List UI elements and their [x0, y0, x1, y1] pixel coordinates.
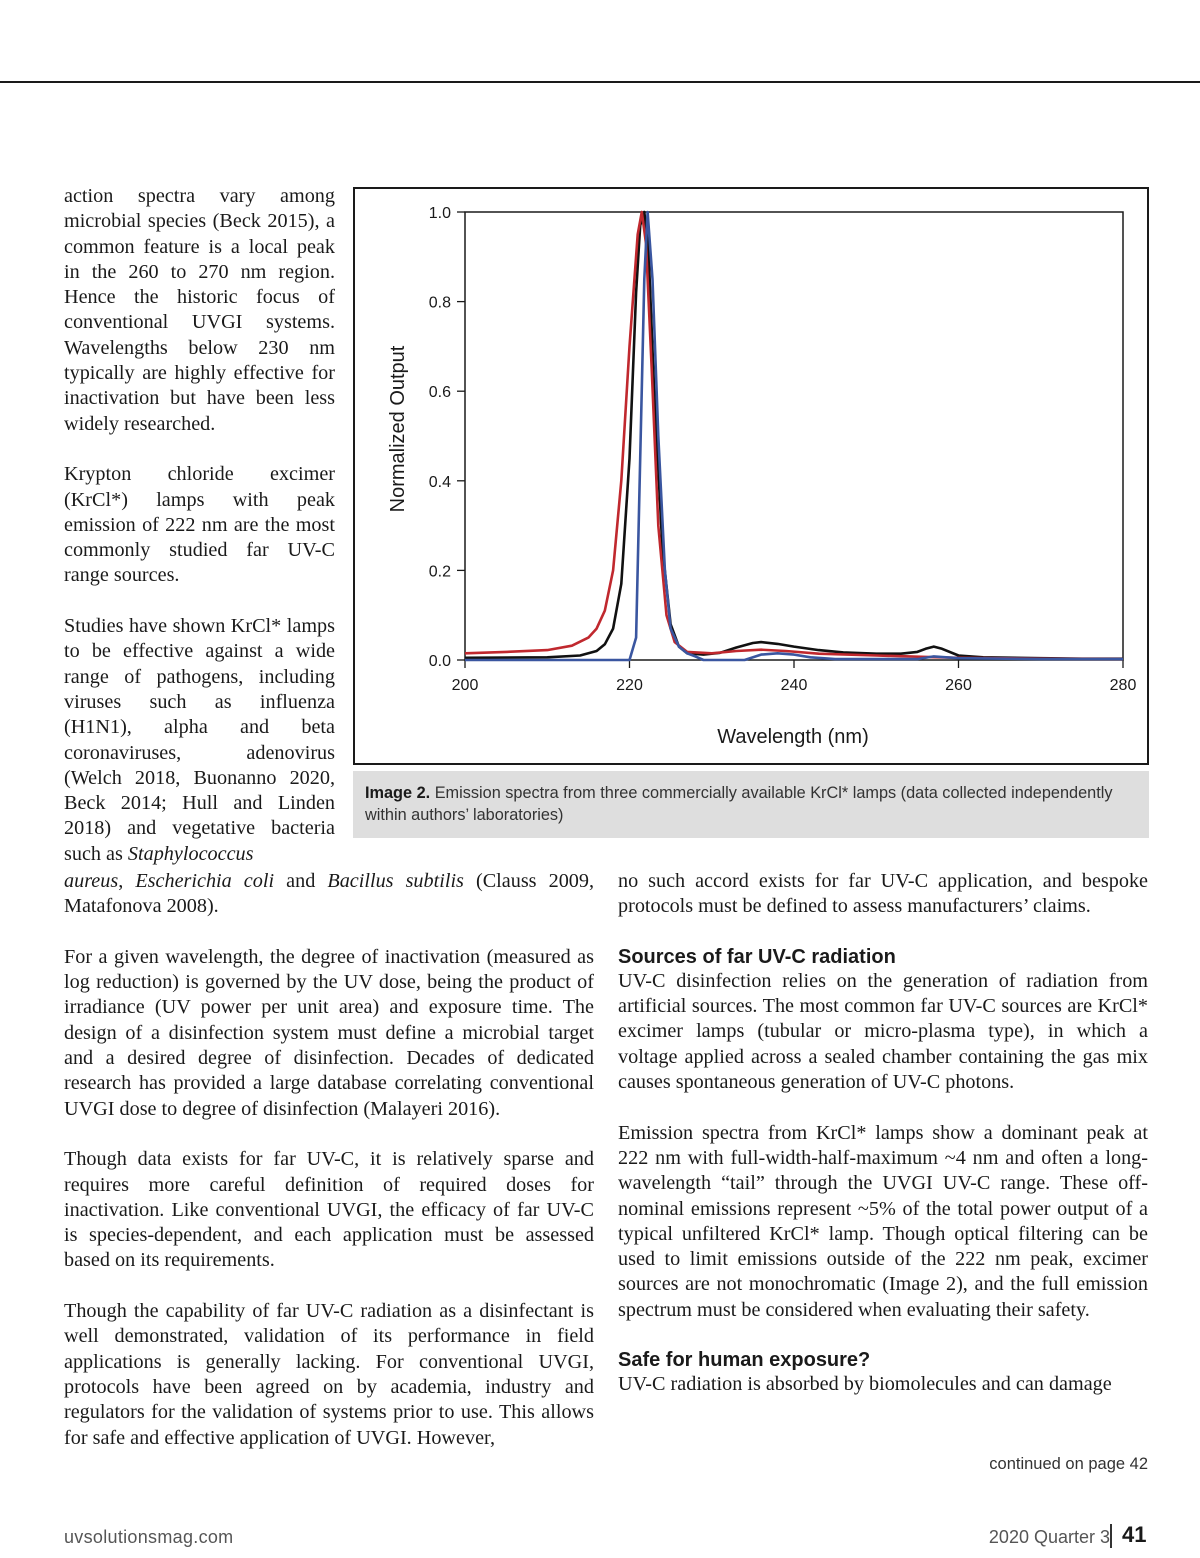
x-tick-label: 200: [451, 677, 479, 694]
paragraph: UV-C disinfection relies on the generation of radiation from artificial sources. The most common far UV-C sources are KrCl* excimer lamps (tubular or micro-plasma type), in which a voltage applied across a sealed chamber containing the gas mix causes spontaneous generation of UV-C photons.: [618, 969, 1148, 1094]
paragraph: Krypton chloride excimer (KrCl*) lamps with peak emission of 222 nm are the most commonly studied far UV-C range sources.: [64, 463, 335, 587]
section-heading: Sources of far UV-C radiation: [618, 945, 896, 968]
species-name: Staphylococcus: [127, 842, 254, 865]
species-name: Bacillus subtilis: [327, 870, 464, 892]
paragraph: Though the capability of far UV-C radiation as a disinfectant is well demonstrated, validation of its performance in field applications is generally lacking. For conventional UVGI, protocols have been agreed on by academia, industry and regulators for the validation of systems prior to use. This allows for safe and effective application of UVGI. However,: [64, 1300, 594, 1449]
left-column-bottom: [64, 869, 594, 1451]
paragraph: UV-C radiation is absorbed by biomolecules and can damage: [618, 1373, 1112, 1396]
species-name: Escherichia coli: [135, 870, 275, 892]
text-run: Studies have shown KrCl* lamps to be effective against a wide range of pathogens, including viruses such as influenza (H1N1), alpha and beta coronaviruses, adenovirus (Welch 2018, Buonanno 2020, Beck 2014; Hull and Linden 2018) and vegetative bacteria such as: [64, 615, 335, 865]
series-line-lamp-a: [465, 212, 1123, 659]
y-tick-label: 0.0: [428, 653, 451, 670]
left-column-top: [64, 184, 335, 867]
right-column: [618, 869, 1148, 1398]
y-tick-label: 0.4: [428, 473, 451, 491]
y-tick-label: 1.0: [428, 205, 451, 222]
continued-note: continued on page 42: [989, 1455, 1148, 1473]
x-tick-label: 260: [945, 677, 972, 694]
emission-spectra-chart: [355, 189, 1147, 763]
caption-text: Emission spectra from three commercially available KrCl* lamps (data collected independently within authors’ laboratories): [365, 784, 1113, 824]
page-number: 41: [1122, 1522, 1147, 1547]
x-tick-label: 220: [616, 677, 643, 694]
paragraph: For a given wavelength, the degree of inactivation (measured as log reduction) is governed by the UV dose, being the product of irradiance (UV power per unit area) and exposure time. The design of a disinfection system must define a microbial target and a desired degree of disinfection. Decades of dedicated research has provided a large database correlating conventional UVGI dose to degree of disinfection (Malayeri 2016).: [64, 945, 594, 1120]
y-axis-label: Normalized Output: [387, 345, 409, 513]
paragraph: [64, 614, 335, 867]
paragraph: [64, 869, 594, 920]
y-tick-label: 0.6: [428, 384, 451, 402]
text-run: and: [274, 870, 328, 892]
text-run: (Clauss 2009, Matafonova 2008).: [64, 870, 595, 918]
figure-chart: [353, 187, 1149, 765]
footer-divider: [1110, 1524, 1112, 1548]
x-tick-label: 280: [1109, 677, 1137, 694]
x-axis-label: Wavelength (nm): [717, 726, 869, 748]
paragraph: Emission spectra from KrCl* lamps show a dominant peak at 222 nm with full-width-half-maximum ~4 nm and often a long-wavelength “tail” through the UVGI UV-C range. These off-nominal emissions represent ~5% of the total power output of a typical unfiltered KrCl* lamp. Though optical filtering can be used to limit emissions outside of the 222 nm peak, excimer sources are not monochromatic (Image 2), and the full emission spectrum must be considered when evaluating their safety.: [618, 1121, 1148, 1321]
text-run: ,: [118, 870, 136, 892]
species-name: aureus: [64, 870, 119, 892]
series-line-lamp-c: [465, 212, 1123, 660]
series-line-lamp-b: [465, 212, 1123, 659]
x-tick-label: 240: [780, 677, 808, 694]
figure-caption: [353, 771, 1149, 838]
caption-label: Image 2.: [365, 784, 431, 802]
footer-issue: 2020 Quarter 3: [988, 1527, 1110, 1547]
footer-site-url: uvsolutionsmag.com: [64, 1527, 234, 1547]
section-heading: Safe for human exposure?: [618, 1349, 871, 1372]
header-rule: [0, 81, 1200, 83]
y-tick-label: 0.8: [428, 294, 451, 312]
paragraph: no such accord exists for far UV-C application, and bespoke protocols must be defined to assess manufacturers’ claims.: [618, 870, 1148, 918]
y-tick-label: 0.2: [428, 563, 451, 581]
paragraph: action spectra vary among microbial species (Beck 2015), a common feature is a local peak in the 260 to 270 nm region. Hence the historic focus of conventional UVGI systems. Wavelengths below 230 nm typically are highly effective for inactivation but have been less widely researched.: [64, 185, 335, 435]
plot-area-frame: [465, 212, 1123, 660]
paragraph: Though data exists for far UV-C, it is relatively sparse and requires more careful definition of required doses for inactivation. Like conventional UVGI, the efficacy of far UV-C is species-dependent, and each application must be assessed based on its requirements.: [64, 1148, 594, 1272]
